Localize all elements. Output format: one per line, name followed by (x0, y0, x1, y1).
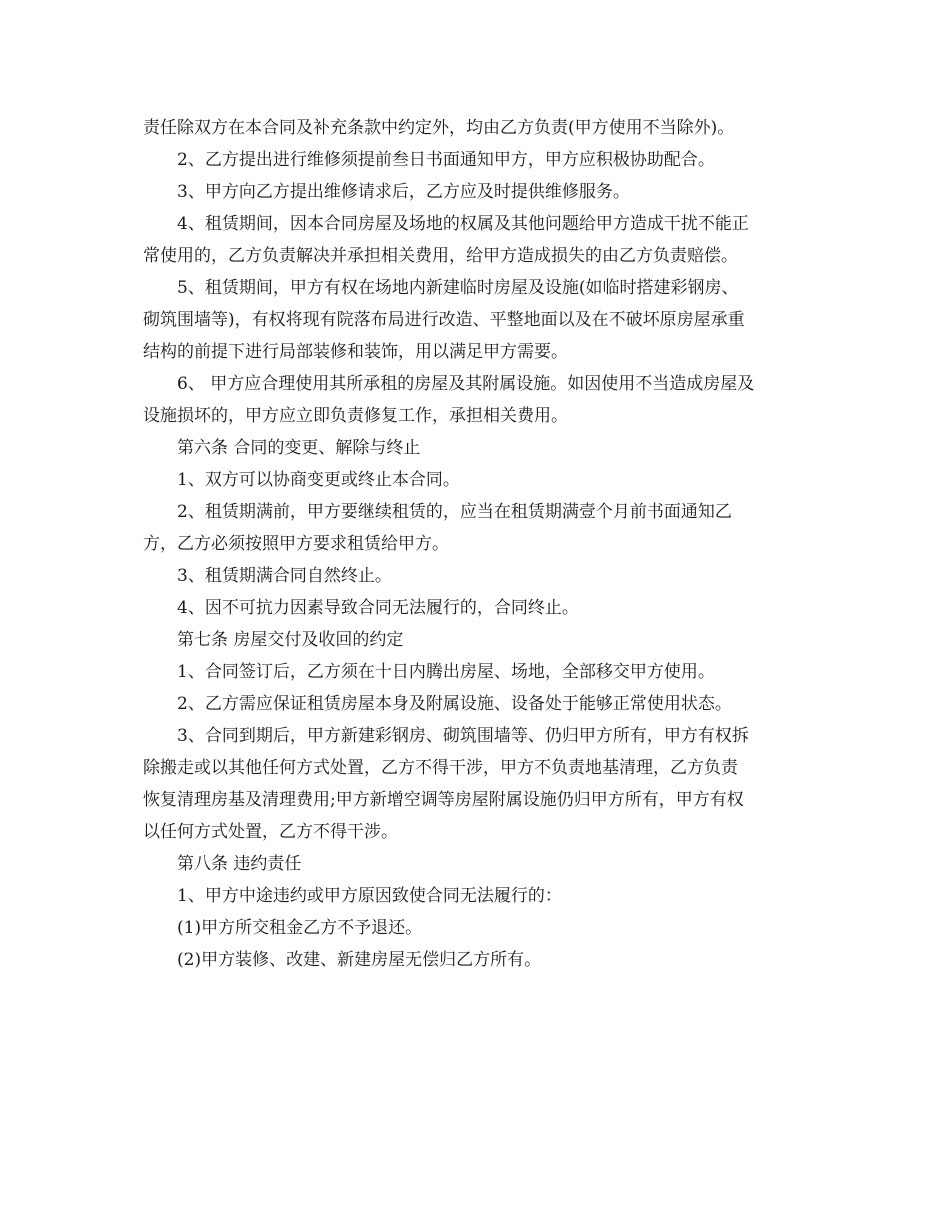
text-line: 砌筑围墙等)，有权将现有院落布局进行改造、平整地面以及在不破坏原房屋承重 (143, 310, 745, 330)
text-line: 3、甲方向乙方提出维修请求后，乙方应及时提供维修服务。 (177, 182, 630, 202)
text-line: 第六条 合同的变更、解除与终止 (177, 438, 421, 458)
document-page (143, 112, 813, 976)
paragraph (143, 272, 813, 368)
paragraph (143, 688, 813, 720)
text-line: 2、乙方需应保证租赁房屋本身及附属设施、设备处于能够正常使用状态。 (177, 694, 732, 714)
paragraph (143, 880, 813, 912)
paragraph (143, 496, 813, 560)
paragraph (143, 208, 813, 272)
text-line: 除搬走或以其他任何方式处置，乙方不得干涉，甲方不负责地基清理，乙方负责 (143, 758, 738, 778)
text-line: 5、租赁期间，甲方有权在场地内新建临时房屋及设施(如临时搭建彩钢房、 (177, 278, 739, 298)
paragraph (143, 176, 813, 208)
text-line: 1、合同签订后，乙方须在十日内腾出房屋、场地，全部移交甲方使用。 (177, 662, 715, 682)
text-line: 3、租赁期满合同自然终止。 (177, 566, 392, 586)
text-line: 常使用的，乙方负责解决并承担相关费用，给甲方造成损失的由乙方负责赔偿。 (143, 246, 738, 266)
paragraph (143, 432, 813, 464)
paragraph (143, 560, 813, 592)
paragraph (143, 656, 813, 688)
text-line: 结构的前提下进行局部装修和装饰，用以满足甲方需要。 (143, 342, 568, 362)
text-line: (1)甲方所交租金乙方不予退还。 (177, 918, 423, 938)
text-line: 1、甲方中途违约或甲方原因致使合同无法履行的： (177, 886, 562, 906)
paragraph (143, 944, 813, 976)
paragraph (143, 592, 813, 624)
text-line: 1、双方可以协商变更或终止本合同。 (177, 470, 460, 490)
text-line: 第八条 违约责任 (177, 854, 302, 874)
paragraph (143, 624, 813, 656)
paragraph (143, 720, 813, 848)
paragraph (143, 368, 813, 432)
paragraph (143, 464, 813, 496)
text-line: 第七条 房屋交付及收回的约定 (177, 630, 404, 650)
text-line: 4、租赁期间，因本合同房屋及场地的权属及其他问题给甲方造成干扰不能正 (177, 214, 749, 234)
text-line: 责任除双方在本合同及补充条款中约定外，均由乙方负责(甲方使用不当除外)。 (143, 118, 735, 138)
text-line: 4、因不可抗力因素导致合同无法履行的，合同终止。 (177, 598, 579, 618)
text-line: 3、合同到期后，甲方新建彩钢房、砌筑围墙等、仍归甲方所有，甲方有权拆 (177, 726, 749, 746)
text-line: 2、租赁期满前，甲方要继续租赁的，应当在租赁期满壹个月前书面通知乙 (177, 502, 732, 522)
text-line: 2、乙方提出进行维修须提前叁日书面通知甲方，甲方应积极协助配合。 (177, 150, 715, 170)
paragraph (143, 112, 813, 144)
text-line: 方，乙方必须按照甲方要求租赁给甲方。 (143, 534, 449, 554)
text-line: 以任何方式处置，乙方不得干涉。 (143, 822, 398, 842)
paragraph (143, 144, 813, 176)
text-line: 设施损坏的，甲方应立即负责修复工作，承担相关费用。 (143, 406, 568, 426)
text-line: 6、 甲方应合理使用其所承租的房屋及其附属设施。如因使用不当造成房屋及 (177, 374, 755, 394)
paragraph (143, 848, 813, 880)
text-line: (2)甲方装修、改建、新建房屋无偿归乙方所有。 (177, 950, 542, 970)
text-line: 恢复清理房基及清理费用;甲方新增空调等房屋附属设施仍归甲方所有，甲方有权 (143, 790, 744, 810)
paragraph (143, 912, 813, 944)
